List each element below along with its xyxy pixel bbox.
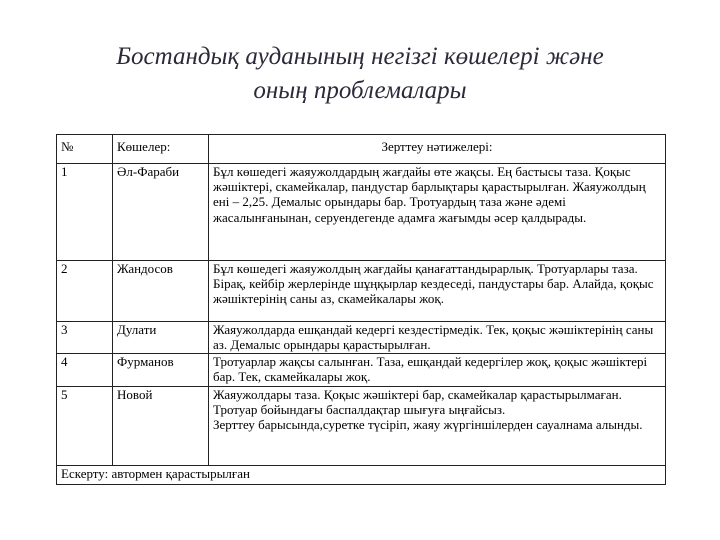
row-street: Фурманов <box>113 354 209 387</box>
row-street: Жандосов <box>113 261 209 322</box>
row-result: Бұл көшедегі жаяужолдардың жағдайы өте жақсы. Ең бастысы таза. Қоқыс жәшіктері, скамейкалар, пандустар барлықтары қарастырылған. Жаяужолдың ені – 2,25. Демалыс орындары бар. Тротуардың таза және әдемі жасалынғанынан, серуендегенде адамға жағымды әсер қалдырады. <box>209 164 666 261</box>
title-line-1: Бостандық ауданының негізгі көшелері және <box>116 43 604 70</box>
row-number: 4 <box>57 354 113 387</box>
row-result: Бұл көшедегі жаяужолдың жағдайы қанағаттандырарлық. Тротуарлары таза. Бірақ, кейбір жерлерінде шұңқырлар кездеседі, пандустары бар. Алайда, қоқыс жәшіктерінің саны аз, скамейкалары жоқ. <box>209 261 666 322</box>
title-line-2: оның проблемалары <box>253 77 467 104</box>
table-row <box>57 354 666 387</box>
research-results-table <box>56 134 666 485</box>
table-note-row <box>57 466 666 485</box>
row-result-extra: Зерттеу барысында,суретке түсіріп, жаяу жүргіншілерден сауалнама алынды. <box>213 417 643 433</box>
row-street: Новой <box>113 387 209 466</box>
header-street: Көшелер: <box>113 135 209 164</box>
table-row <box>57 261 666 322</box>
table-note: Ескерту: автормен қарастырылған <box>57 466 666 485</box>
header-number: № <box>57 135 113 164</box>
row-street: Әл-Фараби <box>113 164 209 261</box>
table-row <box>57 164 666 261</box>
row-result <box>209 387 666 466</box>
row-number: 3 <box>57 322 113 354</box>
row-number: 5 <box>57 387 113 466</box>
table-header-row <box>57 135 666 164</box>
row-result-text: Жаяужолдары таза. Қоқыс жәшіктері бар, скамейкалар қарастырылмаған. Тротуар бойындағы баспалдақтар шығуға ыңғайсыз. <box>213 387 622 418</box>
row-street: Дулати <box>113 322 209 354</box>
table-row <box>57 387 666 466</box>
row-result: Жаяужолдарда ешқандай кедергі кездестірмедік. Тек, қоқыс жәшіктерінің саны аз. Демалыс орындары қарастырылған. <box>209 322 666 354</box>
header-result: Зерттеу нәтижелері: <box>209 135 666 164</box>
row-result: Тротуарлар жақсы салынған. Таза, ешқандай кедергілер жоқ, қоқыс жәшіктері бар. Тек, скамейкалары жоқ. <box>209 354 666 387</box>
row-number: 1 <box>57 164 113 261</box>
page-title <box>60 40 660 108</box>
row-number: 2 <box>57 261 113 322</box>
table-row <box>57 322 666 354</box>
